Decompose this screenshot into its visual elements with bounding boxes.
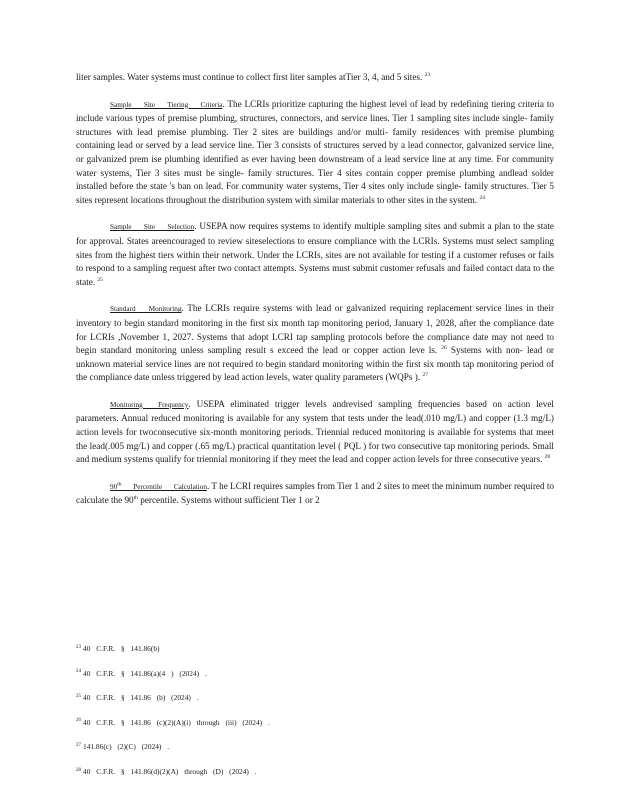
section-heading: Monitoring Frequency (110, 400, 189, 409)
heading-label: Percentile Calculation (133, 482, 207, 491)
section-body-continued: Systems with non- lead or unknown material service lines are not required to begin standard monitoring within the first six month tap monitoring period of the compliance date unless triggered by lead action levels, water quality parameters (WQPs ). (76, 345, 554, 383)
footnote-text: 141.86(c) (2)(C) (2024) . (83, 742, 170, 752)
footnote (76, 718, 554, 728)
paragraph-text: liter samples. Water systems must continue to collect first liter samples atTier 3, 4, and 5 sites. (76, 72, 423, 82)
footnote-ref: 27 (422, 372, 428, 379)
section-body: . The LCRIs require systems with lead or galvanized requiring replacement service lines in their inventory to begin standard monitoring in the first six month tap monitoring period, January 1, 2028, after the compliance date for LCRIs ,November 1, 2027. Systems that adopt LCRI tap sampling protocols before the compliance date may not need to begin standard monitoring unless sampling result s exceed the lead or copper action leve ls. (76, 303, 555, 356)
section-site-selection (76, 220, 554, 289)
footnote-number: 23 (76, 644, 81, 650)
footnote-number: 24 (76, 669, 81, 675)
section-heading: Standard Monitoring (110, 305, 182, 314)
footnote (76, 644, 554, 654)
footnote-text: 40 C.F.R. § 141.86 (c)(2)(A)(i) through (iii) (2024) . (83, 717, 270, 727)
body-text (76, 71, 554, 521)
section-body: . USEPA now requires systems to identify multiple sampling sites and submit a plan to the state for approval. States areencouraged to review siteselections to ensure compliance with the LCRIs. Systems must select sampling sites from the highest tiers within their network. Under the LCRIs, sites are not available for testing if a customer refuses or fails to respond to a sampling request after two contact attempts. Systems must submit customer refusals and failed contact data to the state. (76, 221, 554, 287)
footnote (76, 693, 554, 703)
footnote-ref: 26 (441, 345, 447, 352)
footnote (76, 669, 554, 679)
footnotes (76, 644, 554, 792)
continuation-paragraph (76, 71, 554, 85)
section-body: . T he LCRI requires samples from Tier 1 and 2 sites to meet the minimum number required to calculate the 90 (76, 480, 554, 506)
footnote-ref: 28 (544, 454, 551, 461)
footnote-text: 40 C.F.R. § 141.86 (b) (2024) . (83, 693, 199, 703)
heading-superscript: th (117, 481, 122, 488)
footnote-ref: 24 (479, 194, 485, 201)
section-standard-monitoring (76, 302, 554, 385)
footnote-number: 28 (76, 767, 81, 773)
footnote (76, 767, 554, 777)
section-monitoring-frequency (76, 398, 554, 467)
footnote-number: 26 (76, 718, 81, 724)
footnote-text: 40 C.F.R. § 141.86(d)(2)(A) through (D) (2024) . (83, 766, 257, 776)
footnote-number: 25 (76, 693, 81, 699)
section-percentile (76, 480, 554, 508)
footnote (76, 742, 554, 752)
footnote-number: 27 (76, 742, 81, 748)
footnote-text: 40 C.F.R. § 141.86(b) (83, 644, 160, 653)
section-heading: Sample Site Tiering Criteria (110, 100, 223, 109)
section-heading: Sample Site Selection (110, 223, 195, 232)
footnote-ref: 25 (97, 276, 103, 283)
footnote-text: 40 C.F.R. § 141.86(a)(4 ) (2024) . (83, 668, 207, 678)
section-tiering (76, 98, 554, 208)
section-body: . The LCRIs prioritize capturing the highest level of lead by redefining tiering criteria to include various types of premise plumbing, structures, connectors, and service lines. Tier 1 sampling sites include single- family structures with lead premise plumbing. Tier 2 sites are buildings and/or multi- family residences with premise plumbing containing lead or served by a lead service line. Tier 3 consists of structures served by a lead connector, galvanized service line, or galvanized prem ise plumbing identified as ever having been downstream of a lead service line at any time. For community water systems, Tier 3 sites must be single- family structures. Tier 4 sites contain copper premise plumbing andlead solder installed before the state 's ban on lead. For community water systems, Tier 4 sites only include single- family structures. Tier 5 sites represent locations throughout the distribution system with similar materials to other sites in the system. (76, 98, 554, 205)
section-body: . USEPA eliminated trigger levels andrevised sampling frequencies based on action level parameters. Annual reduced monitoring is available for any system that tests under the lead(.010 mg/L) and copper (1.3 mg/L) action levels for twoconsecutive six-month monitoring periods. Triennial reduced monitoring is available for systems that meet the lead(.005 mg/L) and copper (.65 mg/L) practical quantitation level ( PQL ) for two consecutive tap monitoring periods. Small and medium systems qualify for triennial monitoring if they meet the lead and copper action levels for three consecutive years. (76, 398, 554, 465)
footnote-ref: 23 (424, 71, 431, 78)
body-superscript: th (133, 495, 138, 502)
heading-prefix: 90 (110, 482, 118, 491)
section-body-end: percentile. Systems without sufficient Tier 1 or 2 (137, 495, 320, 506)
section-heading (110, 483, 207, 491)
